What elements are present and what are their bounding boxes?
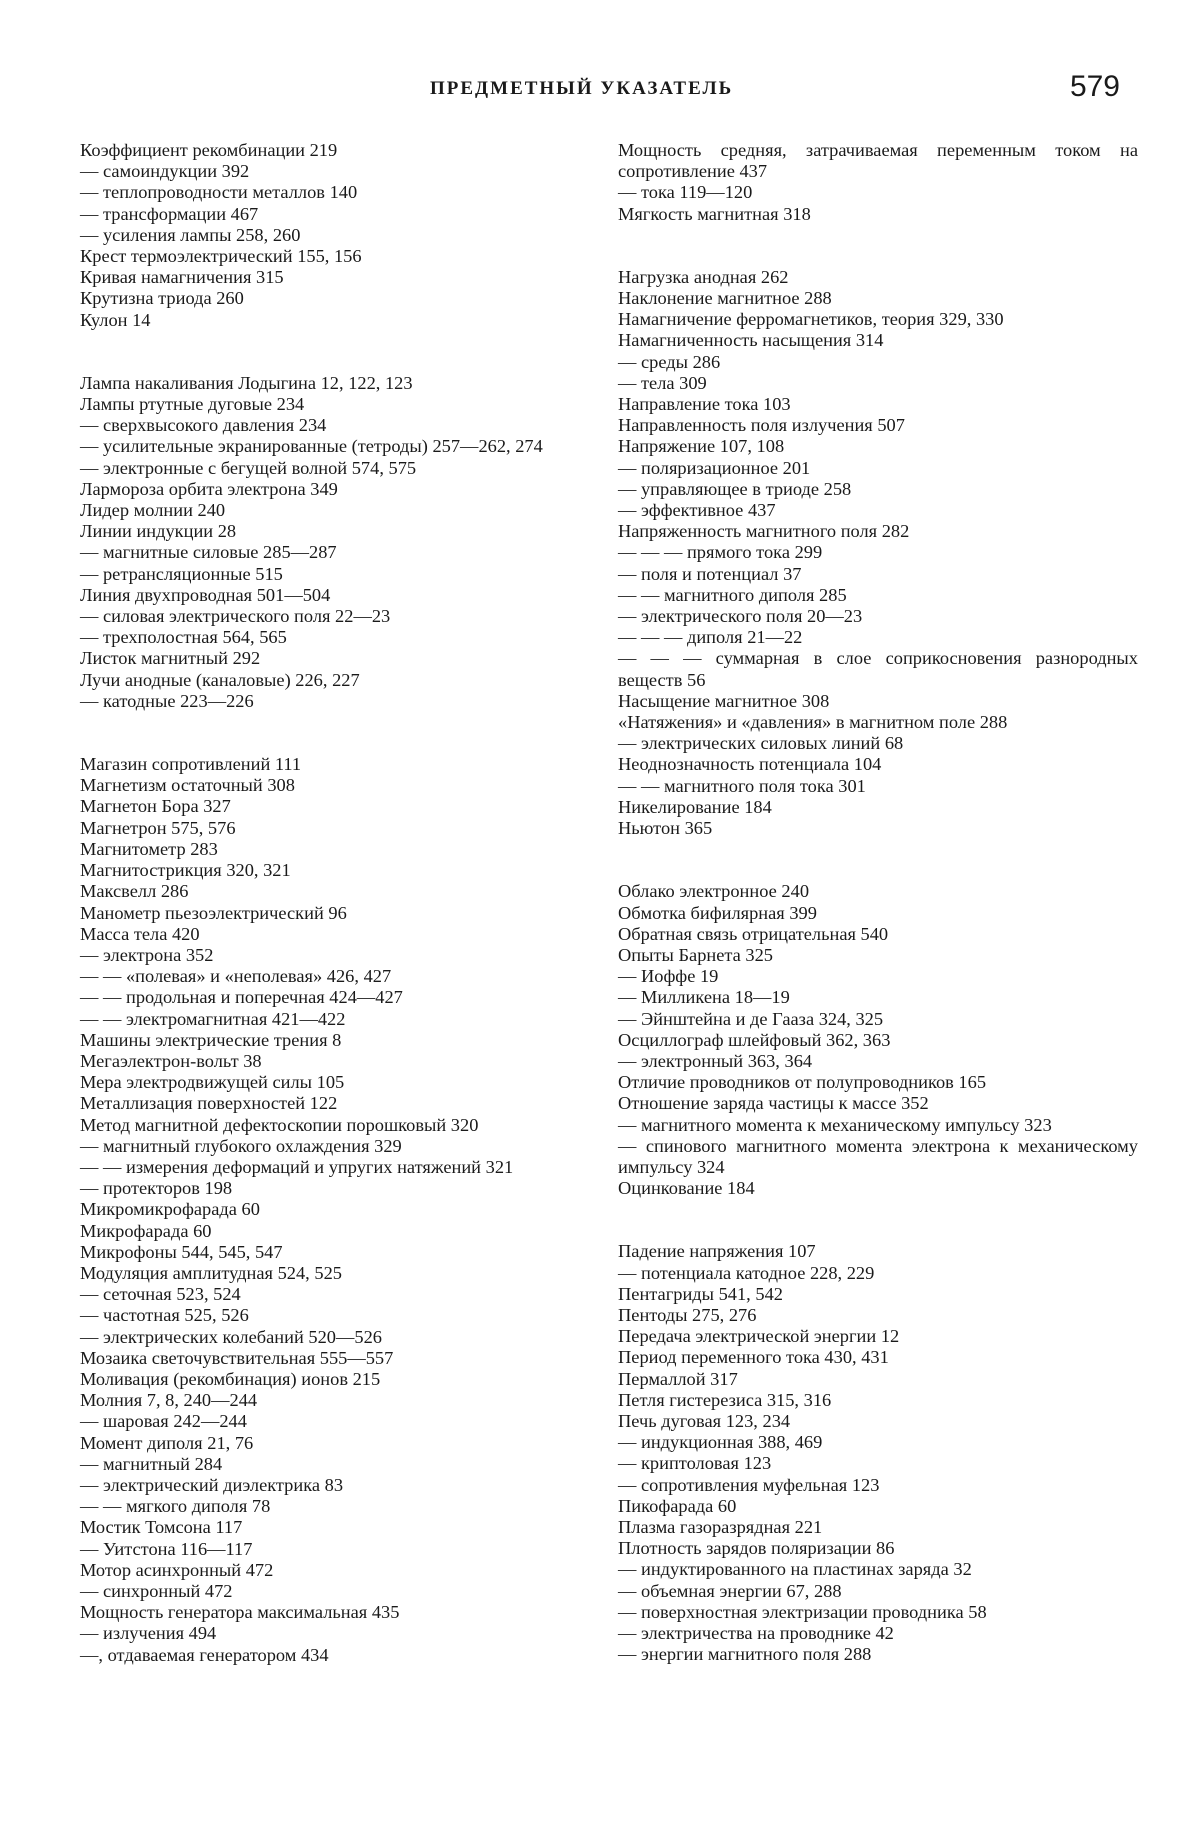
index-entry: — эффективное 437: [618, 500, 776, 521]
index-entry: — — — диполя 21—22: [618, 627, 803, 648]
index-entry: — шаровая 242—244: [80, 1411, 247, 1432]
index-entry: — электрона 352: [80, 944, 214, 965]
index-entry: Кривая намагничения 315: [80, 267, 284, 288]
index-entry: Коэффициент рекомбинации 219: [80, 140, 338, 160]
index-entry: — электрических силовых линий 68: [618, 733, 904, 754]
index-entry: Пентагриды 541, 542: [618, 1283, 783, 1304]
index-entry: Плазма газоразрядная 221: [618, 1516, 823, 1537]
index-entry: Мощность средняя, затрачиваемая переменным током на сопротивление 437: [618, 140, 1138, 182]
index-entry: Магнетон Бора 327: [80, 796, 231, 817]
index-entry: Мотор асинхронный 472: [80, 1559, 274, 1580]
index-letter-group: [618, 881, 1138, 1199]
index-entry: — электронный 363, 364: [618, 1050, 813, 1071]
index-entry: — энергии магнитного поля 288: [618, 1644, 872, 1665]
index-entry: Неоднозначность потенциала 104: [618, 754, 882, 775]
index-entry: — электрический диэлектрика 83: [80, 1474, 344, 1495]
index-entry: Ньютон 365: [618, 818, 713, 839]
index-letter-group: [618, 267, 1138, 839]
index-entry: — усиления лампы 258, 260: [80, 224, 301, 245]
index-entry: — магнитные силовые 285—287: [80, 542, 337, 563]
index-entry: Нагрузка анодная 262: [618, 266, 789, 287]
index-entry: Мостик Томсона 117: [80, 1517, 243, 1538]
index-entry: Передача электрической энергии 12: [618, 1326, 900, 1347]
index-entry: Крутизна триода 260: [80, 288, 244, 309]
index-entry: Мегаэлектрон-вольт 38: [80, 1050, 262, 1071]
page-number: 579: [1069, 70, 1120, 103]
index-entry: Напряженность магнитного поля 282: [618, 521, 910, 542]
index-entry: — поверхностная электризации проводника 58: [618, 1601, 987, 1622]
index-entry: — управляющее в триоде 258: [618, 478, 852, 499]
index-entry: Осциллограф шлейфовый 362, 363: [618, 1029, 891, 1050]
index-entry: Лампа накаливания Лодыгина 12, 122, 123: [80, 372, 413, 393]
index-letter-group: [80, 373, 590, 712]
index-entry: Направленность поля излучения 507: [618, 415, 905, 436]
running-title: ПРЕДМЕТНЫЙ УКАЗАТЕЛЬ: [430, 78, 734, 99]
index-entry: Лучи анодные (каналовые) 226, 227: [80, 669, 360, 690]
index-entry: Лармороза орбита электрона 349: [80, 478, 338, 499]
index-entry: — протекторов 198: [80, 1178, 233, 1199]
index-entry: Лидер молнии 240: [80, 500, 226, 521]
index-entry: Опыты Барнета 325: [618, 944, 774, 965]
index-entry: — — продольная и поперечная 424—427: [80, 987, 403, 1008]
index-letter-group: [80, 140, 590, 331]
index-entry: — Иоффе 19: [618, 966, 719, 987]
index-entry: Насыщение магнитное 308: [618, 690, 830, 711]
index-entry: — — магнитного поля тока 301: [618, 775, 866, 796]
index-entry: — поля и потенциал 37: [618, 563, 802, 584]
index-entry: Магазин сопротивлений 111: [80, 754, 302, 775]
index-entry: Линии индукции 28: [80, 521, 237, 542]
index-entry: — ретрансляционные 515: [80, 563, 283, 584]
index-entry: — магнитного момента к механическому импульсу 323: [618, 1114, 1052, 1135]
index-entry: Молния 7, 8, 240—244: [80, 1390, 258, 1411]
index-entry: Мощность генератора максимальная 435: [80, 1602, 400, 1623]
index-entry: Микрофарада 60: [80, 1220, 212, 1241]
index-entry: Отличие проводников от полупроводников 165: [618, 1072, 987, 1093]
index-entry: Обмотка бифилярная 399: [618, 902, 817, 923]
index-entry: Обратная связь отрицательная 540: [618, 923, 889, 944]
index-entry: —, отдаваемая генератором 434: [80, 1644, 329, 1665]
index-entry: Оцинкование 184: [618, 1178, 755, 1199]
index-entry: Наклонение магнитное 288: [618, 288, 832, 309]
index-entry: — Уитстона 116—117: [80, 1538, 253, 1559]
index-entry: — сверхвысокого давления 234: [80, 415, 327, 436]
index-entry: — трансформации 467: [80, 203, 259, 224]
index-column-left: [80, 140, 590, 1708]
index-entry: — среды 286: [618, 351, 721, 372]
index-entry: — трехполостная 564, 565: [80, 627, 287, 648]
index-entry: Микрофоны 544, 545, 547: [80, 1241, 283, 1262]
index-entry: Намагниченность насыщения 314: [618, 330, 884, 351]
index-entry: — магнитный глубокого охлаждения 329: [80, 1135, 402, 1156]
index-entry: Пентоды 275, 276: [618, 1304, 757, 1325]
index-entry: — — электромагнитная 421—422: [80, 1008, 346, 1029]
index-entry: Падение напряжения 107: [618, 1241, 816, 1262]
index-entry: — самоиндукции 392: [80, 161, 250, 182]
index-entry: — электрических колебаний 520—526: [80, 1326, 382, 1347]
index-entry: — электричества на проводнике 42: [618, 1623, 894, 1643]
index-entry: — — магнитного диполя 285: [618, 584, 847, 605]
index-entry: — спинового магнитного момента электрона к механическому импульсу 324: [618, 1135, 1138, 1177]
index-entry: Магнетизм остаточный 308: [80, 775, 295, 796]
index-entry: «Натяжения» и «давления» в магнитном поле 288: [618, 712, 1008, 733]
index-entry: — катодные 223—226: [80, 690, 254, 711]
index-entry: Магнитострикция 320, 321: [80, 860, 291, 881]
index-entry: — тела 309: [618, 372, 707, 393]
index-entry: — — — прямого тока 299: [618, 542, 823, 563]
index-entry: Намагничение ферромагнетиков, теория 329, 330: [618, 309, 1004, 330]
index-entry: Мера электродвижущей силы 105: [80, 1072, 345, 1093]
index-letter-group: [80, 754, 590, 1666]
index-entry: — электрического поля 20—23: [618, 606, 863, 627]
index-entry: — — «полевая» и «неполевая» 426, 427: [80, 966, 392, 987]
index-entry: — электронные с бегущей волной 574, 575: [80, 457, 417, 478]
index-entry: — криптоловая 123: [618, 1453, 772, 1474]
index-entry: — синхронный 472: [80, 1581, 233, 1601]
index-entry: Метод магнитной дефектоскопии порошковый 320: [80, 1114, 479, 1135]
index-entry: — частотная 525, 526: [80, 1305, 249, 1326]
index-entry: — — мягкого диполя 78: [80, 1496, 271, 1517]
index-entry: Лампы ртутные дуговые 234: [80, 394, 305, 415]
page-header: [0, 70, 1200, 108]
index-entry: Мозаика светочувствительная 555—557: [80, 1347, 394, 1368]
index-entry: Машины электрические трения 8: [80, 1029, 342, 1050]
index-entry: — Эйнштейна и де Гааза 324, 325: [618, 1008, 884, 1029]
index-entry: — теплопроводности металлов 140: [80, 182, 358, 203]
index-entry: — поляризационное 201: [618, 457, 811, 478]
index-entry: Линия двухпроводная 501—504: [80, 584, 331, 605]
index-entry: Листок магнитный 292: [80, 648, 261, 669]
index-letter-group: [618, 1241, 1138, 1665]
index-entry: Никелирование 184: [618, 796, 772, 817]
index-entry: Отношение заряда частицы к массе 352: [618, 1093, 929, 1114]
index-entry: — — измерения деформаций и упругих натяжений 321: [80, 1156, 514, 1177]
index-entry: Пермаллой 317: [618, 1368, 738, 1389]
index-entry: — потенциала катодное 228, 229: [618, 1262, 875, 1283]
index-entry: — магнитный 284: [80, 1453, 223, 1474]
index-entry: — сопротивления муфельная 123: [618, 1474, 880, 1495]
index-entry: Модуляция амплитудная 524, 525: [80, 1262, 342, 1283]
index-entry: Металлизация поверхностей 122: [80, 1093, 338, 1114]
index-entry: Манометр пьезоэлектрический 96: [80, 902, 347, 923]
index-entry: Магнетрон 575, 576: [80, 817, 236, 838]
index-entry: Печь дуговая 123, 234: [618, 1410, 791, 1431]
index-entry: Масса тела 420: [80, 923, 200, 944]
index-entry: Облако электронное 240: [618, 881, 810, 902]
index-entry: — индукционная 388, 469: [618, 1432, 823, 1453]
index-entry: Плотность зарядов поляризации 86: [618, 1538, 895, 1559]
index-entry: Петля гистерезиса 315, 316: [618, 1389, 832, 1410]
index-entry: — излучения 494: [80, 1623, 217, 1644]
index-entry: — — — суммарная в слое соприкосновения разнородных веществ 56: [618, 648, 1138, 690]
index-entry: Моливация (рекомбинация) ионов 215: [80, 1368, 381, 1389]
index-letter-group: [618, 140, 1138, 225]
index-entry: — сеточная 523, 524: [80, 1284, 241, 1305]
index-entry: Момент диполя 21, 76: [80, 1432, 254, 1453]
index-entry: Мягкость магнитная 318: [618, 203, 811, 224]
index-entry: Направление тока 103: [618, 394, 791, 415]
index-entry: Магнитометр 283: [80, 838, 218, 859]
index-entry: — индуктированного на пластинах заряда 32: [618, 1559, 972, 1580]
index-entry: — Милликена 18—19: [618, 987, 790, 1008]
index-entry: — тока 119—120: [618, 182, 753, 203]
index-entry: Крест термоэлектрический 155, 156: [80, 246, 362, 267]
index-entry: Кулон 14: [80, 309, 151, 330]
index-entry: Максвелл 286: [80, 881, 189, 902]
index-entry: — объемная энергии 67, 288: [618, 1580, 842, 1601]
index-entry: Напряжение 107, 108: [618, 436, 785, 457]
index-entry: Период переменного тока 430, 431: [618, 1347, 889, 1368]
index-entry: — усилительные экранированные (тетроды) 257—262, 274: [80, 436, 543, 457]
index-entry: — силовая электрического поля 22—23: [80, 606, 391, 627]
index-column-right: [618, 140, 1138, 1707]
index-entry: Пикофарада 60: [618, 1495, 737, 1516]
index-entry: Микромикрофарада 60: [80, 1199, 260, 1220]
